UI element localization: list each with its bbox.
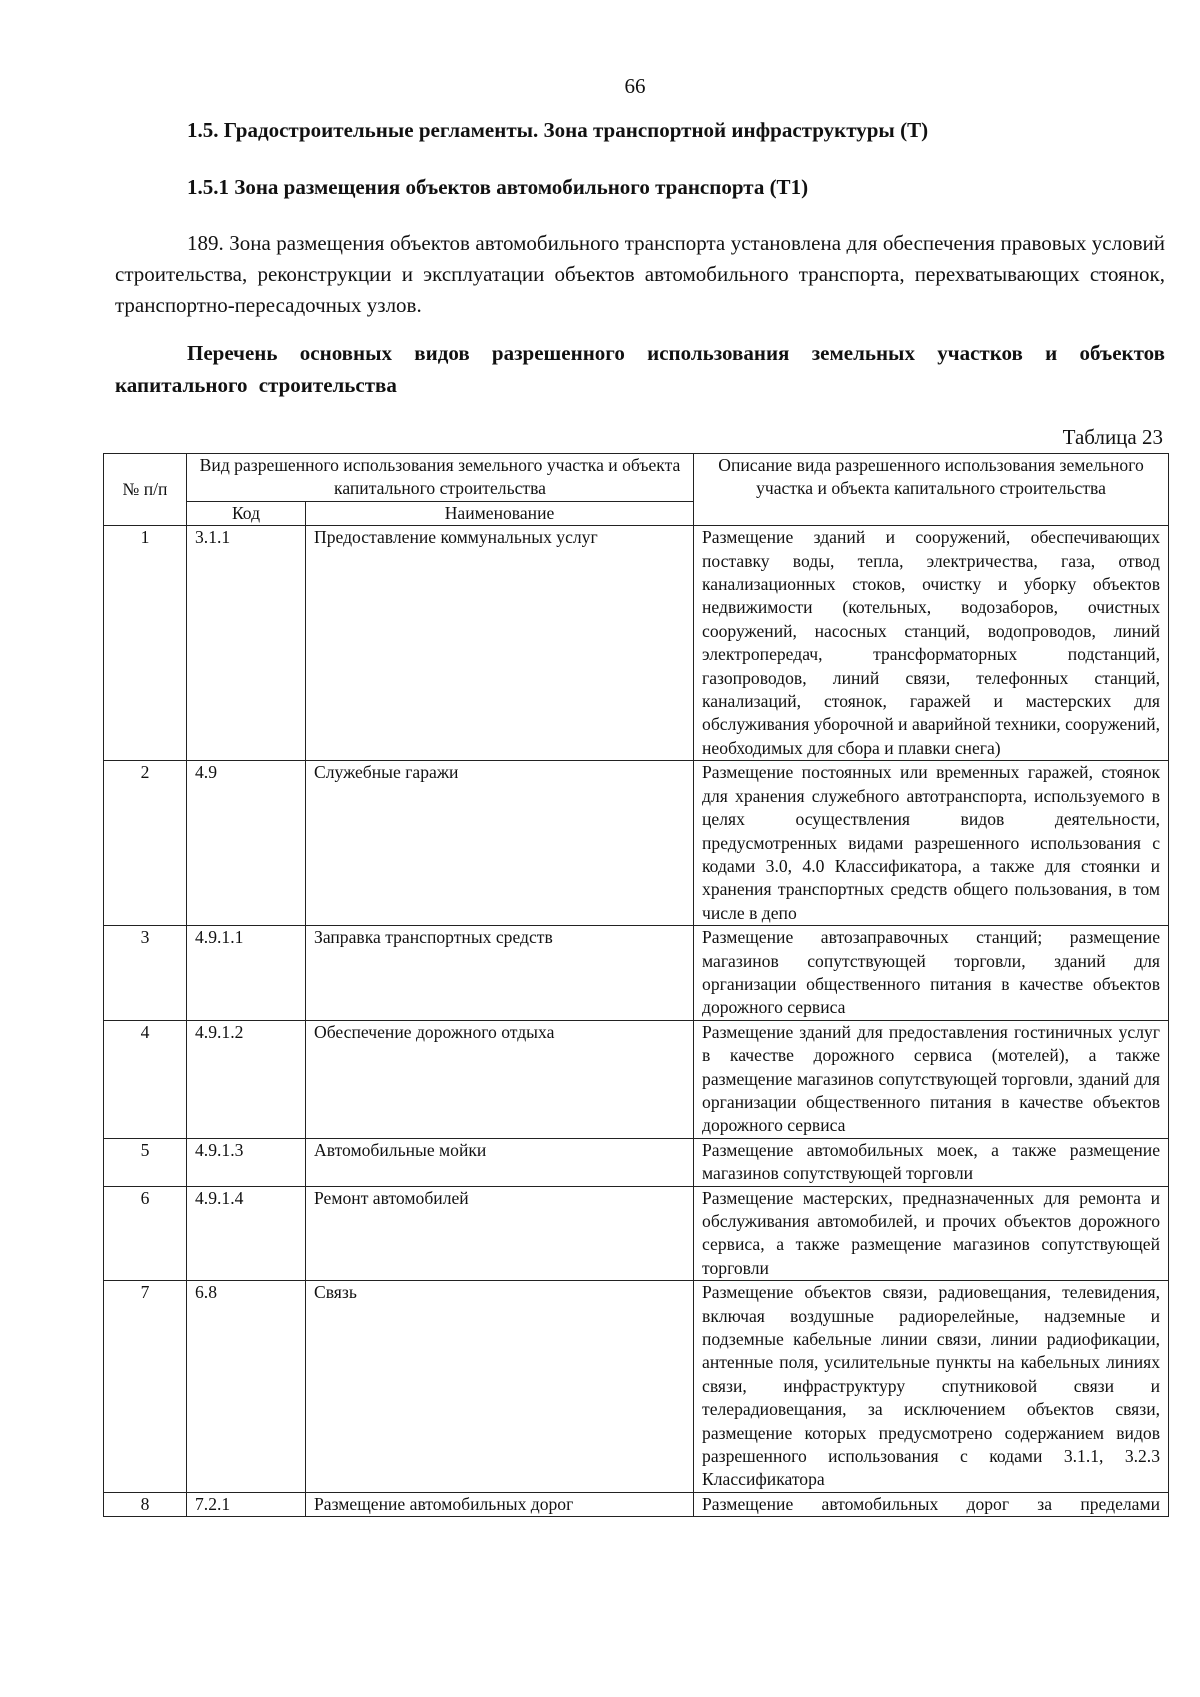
table-row <box>104 1138 1169 1186</box>
row-num: 5 <box>104 1138 187 1186</box>
table-row <box>104 926 1169 1021</box>
row-num: 4 <box>104 1020 187 1138</box>
row-description: Размещение зданий для предоставления гостиничных услуг в качестве дорожного сервиса (мотелей), а также размещение магазинов сопутствующей торговли, зданий для организации общественного питания в качестве объектов дорожного сервиса <box>694 1020 1169 1138</box>
row-description: Размещение постоянных или временных гаражей, стоянок для хранения служебного автотранспорта, используемого в целях осуществления видов деятельности, предусмотренных видами разрешенного использования с кодами 3.0, 4.0 Классификатора, а также для стоянки и хранения транспортных средств общего пользования, в том числе в депо <box>694 761 1169 926</box>
table-row <box>104 1020 1169 1138</box>
table-row <box>104 526 1169 761</box>
row-name: Связь <box>306 1281 694 1493</box>
table-header-row <box>104 454 1169 502</box>
row-code: 4.9.1.1 <box>187 926 306 1021</box>
row-name: Предоставление коммунальных услуг <box>306 526 694 761</box>
permitted-uses-heading: Перечень основных видов разрешенного использования земельных участков и объектов капитального строительства <box>115 341 1165 397</box>
table-row <box>104 1281 1169 1493</box>
row-description: Размещение объектов связи, радиовещания, телевидения, включая воздушные радиорелейные, надземные и подземные кабельные линии связи, линии радиофикации, антенные поля, усилительные пункты на кабельных линиях связи, инфраструктуру спутниковой связи и телерадиовещания, за исключением объектов связи, размещение которых предусмотрено содержанием видов разрешенного использования с кодами 3.1.1, 3.2.3 Классификатора <box>694 1281 1169 1493</box>
row-code: 4.9.1.3 <box>187 1138 306 1186</box>
row-code: 4.9.1.2 <box>187 1020 306 1138</box>
row-name: Ремонт автомобилей <box>306 1186 694 1281</box>
row-code: 7.2.1 <box>187 1492 306 1516</box>
row-name: Автомобильные мойки <box>306 1138 694 1186</box>
section-heading: 1.5. Градостроительные регламенты. Зона транспортной инфраструктуры (Т) <box>187 118 929 142</box>
row-name: Служебные гаражи <box>306 761 694 926</box>
row-name: Заправка транспортных средств <box>306 926 694 1021</box>
header-num: № п/п <box>104 454 187 526</box>
header-description: Описание вида разрешенного использования земельного участка и объекта капитального строительства <box>694 454 1169 526</box>
row-description: Размещение зданий и сооружений, обеспечивающих поставку воды, тепла, электричества, газа, отвод канализационных стоков, очистку и уборку объектов недвижимости (котельных, водозаборов, очистных сооружений, насосных станций, водопроводов, линий электропередач, трансформаторных подстанций, газопроводов, линий связи, телефонных станций, канализаций, стоянок, гаражей и мастерских для обслуживания уборочной и аварийной техники, сооружений, необходимых для сбора и плавки снега) <box>694 526 1169 761</box>
row-code: 4.9.1.4 <box>187 1186 306 1281</box>
zone-description-paragraph: 189. Зона размещения объектов автомобильного транспорта установлена для обеспечения правовых условий строительства, реконструкции и эксплуатации объектов автомобильного транспорта, перехватывающих стоянок, транспортно-пересадочных узлов. <box>115 231 1165 317</box>
row-name: Размещение автомобильных дорог <box>306 1492 694 1516</box>
header-use-type: Вид разрешенного использования земельного участка и объекта капитального строительства <box>187 454 694 502</box>
table-row <box>104 761 1169 926</box>
row-num: 2 <box>104 761 187 926</box>
row-num: 3 <box>104 926 187 1021</box>
row-description: Размещение автомобильных моек, а также размещение магазинов сопутствующей торговли <box>694 1138 1169 1186</box>
row-num: 1 <box>104 526 187 761</box>
page-number: 66 <box>624 74 646 98</box>
row-code: 3.1.1 <box>187 526 306 761</box>
row-num: 8 <box>104 1492 187 1516</box>
table-caption: Таблица 23 <box>1062 425 1163 449</box>
header-name: Наименование <box>306 501 694 525</box>
row-description: Размещение автозаправочных станций; размещение магазинов сопутствующей торговли, зданий для организации общественного питания в качестве объектов дорожного сервиса <box>694 926 1169 1021</box>
header-code: Код <box>187 501 306 525</box>
subsection-heading: 1.5.1 Зона размещения объектов автомобильного транспорта (Т1) <box>187 175 809 199</box>
row-name: Обеспечение дорожного отдыха <box>306 1020 694 1138</box>
row-num: 7 <box>104 1281 187 1493</box>
table-row <box>104 1492 1169 1516</box>
row-code: 6.8 <box>187 1281 306 1493</box>
row-code: 4.9 <box>187 761 306 926</box>
row-description: Размещение мастерских, предназначенных для ремонта и обслуживания автомобилей, и прочих объектов дорожного сервиса, а также размещение магазинов сопутствующей торговли <box>694 1186 1169 1281</box>
row-num: 6 <box>104 1186 187 1281</box>
permitted-uses-table <box>103 453 1169 1517</box>
row-description: Размещение автомобильных дорог за пределами <box>694 1492 1169 1516</box>
table-row <box>104 1186 1169 1281</box>
